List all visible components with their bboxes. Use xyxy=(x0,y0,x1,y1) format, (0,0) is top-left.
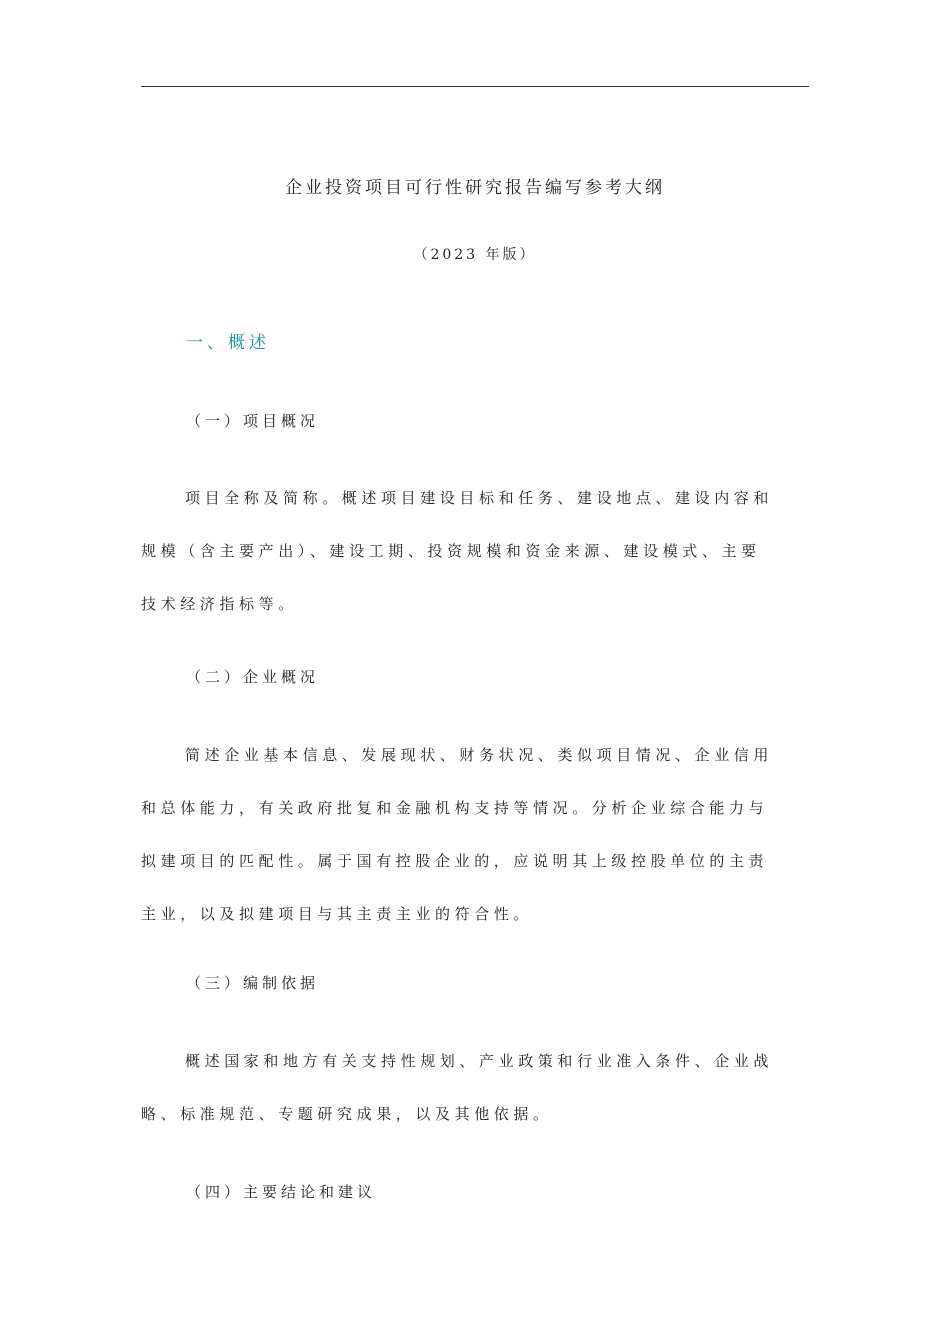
paragraph-line: 略、标准规范、专题研究成果，以及其他依据。 xyxy=(141,1105,553,1123)
header-rule xyxy=(141,86,809,87)
subsection-heading-basis: （三）编制依据 xyxy=(186,974,320,992)
paragraph-line: 和总体能力，有关政府批复和金融机构支持等情况。分析企业综合能力与 xyxy=(141,799,769,817)
section-heading-overview: 一、概述 xyxy=(186,333,270,353)
paragraph-line: 拟建项目的匹配性。属于国有控股企业的，应说明其上级控股单位的主责 xyxy=(141,852,769,870)
paragraph-line: 项目全称及简称。概述项目建设目标和任务、建设地点、建设内容和 xyxy=(185,489,774,507)
paragraph-line: 简述企业基本信息、发展现状、财务状况、类似项目情况、企业信用 xyxy=(185,746,774,764)
subsection-heading-conclusions: （四）主要结论和建议 xyxy=(186,1183,377,1201)
paragraph-line: 技术经济指标等。 xyxy=(141,595,298,613)
document-edition: （2023 年版） xyxy=(413,247,537,263)
paragraph-enterprise-overview xyxy=(141,729,809,941)
subsection-heading-project-overview: （一）项目概况 xyxy=(186,412,320,430)
paragraph-basis xyxy=(141,1035,809,1141)
paragraph-line: 规模（含主要产出）、建设工期、投资规模和资金来源、建设模式、主要 xyxy=(141,542,761,560)
subsection-heading-enterprise-overview: （二）企业概况 xyxy=(186,668,320,686)
paragraph-line: 概述国家和地方有关支持性规划、产业政策和行业准入条件、企业战 xyxy=(185,1052,774,1070)
paragraph-line: 主业，以及拟建项目与其主责主业的符合性。 xyxy=(141,905,534,923)
document-title: 企业投资项目可行性研究报告编写参考大纲 xyxy=(285,178,665,198)
paragraph-project-overview xyxy=(141,472,809,631)
